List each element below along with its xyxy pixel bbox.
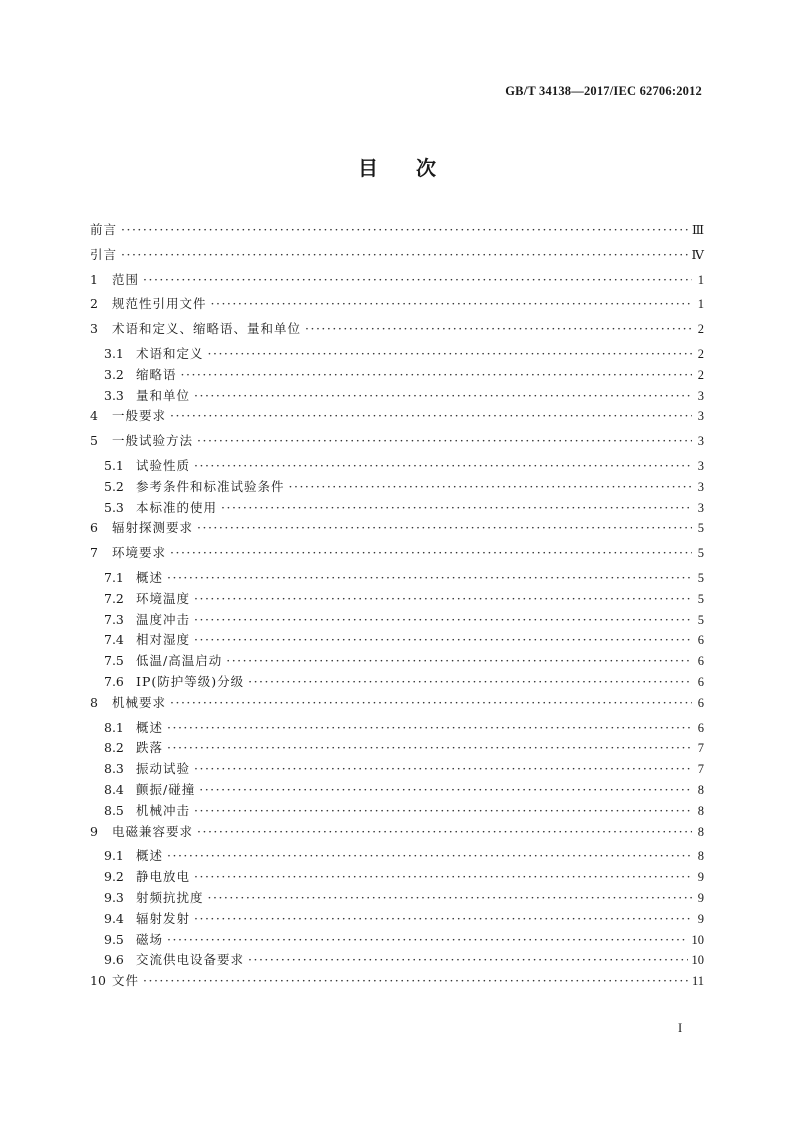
toc-entry-number: 7.4 bbox=[104, 632, 124, 648]
toc-leader-dots bbox=[181, 367, 692, 382]
toc-entry-page: 3 bbox=[697, 458, 704, 473]
toc-entry-page: 6 bbox=[697, 695, 704, 710]
toc-entry-label: 本标准的使用 bbox=[136, 499, 218, 515]
toc-entry[interactable] bbox=[90, 518, 704, 543]
toc-entry-page: 5 bbox=[697, 591, 704, 606]
toc-leader-dots bbox=[170, 408, 692, 423]
table-of-contents bbox=[90, 220, 704, 996]
toc-entry-page: 2 bbox=[697, 322, 704, 337]
toc-entry-page: 5 bbox=[697, 612, 704, 627]
toc-entry-page: 6 bbox=[697, 633, 704, 648]
toc-entry[interactable] bbox=[90, 801, 704, 822]
toc-entry-number: 9.5 bbox=[104, 931, 124, 947]
toc-leader-dots bbox=[197, 433, 692, 448]
toc-leader-dots bbox=[194, 761, 692, 776]
toc-entry-page: 3 bbox=[697, 500, 704, 515]
toc-entry-page: 9 bbox=[697, 890, 704, 905]
toc-entry[interactable] bbox=[90, 406, 704, 431]
toc-leader-dots bbox=[289, 479, 692, 494]
toc-entry[interactable] bbox=[90, 319, 704, 344]
toc-leader-dots bbox=[248, 952, 687, 967]
toc-entry[interactable] bbox=[90, 867, 704, 888]
toc-leader-dots bbox=[143, 973, 688, 988]
toc-entry-number: 8.2 bbox=[104, 740, 124, 756]
toc-entry-number: 9 bbox=[90, 823, 98, 839]
toc-leader-dots bbox=[197, 824, 692, 839]
toc-entry-number: 9.3 bbox=[104, 889, 124, 905]
toc-leader-dots bbox=[211, 296, 692, 311]
toc-entry-label: 参考条件和标准试验条件 bbox=[136, 478, 285, 494]
toc-entry-page: 6 bbox=[697, 674, 704, 689]
toc-leader-dots bbox=[208, 890, 692, 905]
toc-entry-number: 8.5 bbox=[104, 802, 124, 818]
toc-entry-label: 文件 bbox=[112, 973, 140, 989]
toc-entry-page: 9 bbox=[697, 870, 704, 885]
toc-entry[interactable] bbox=[90, 294, 704, 319]
toc-entry-label: 机械要求 bbox=[112, 694, 167, 710]
toc-leader-dots bbox=[248, 674, 692, 689]
toc-leader-dots bbox=[194, 803, 692, 818]
toc-entry-page: 8 bbox=[697, 782, 704, 797]
toc-entry-label: 一般要求 bbox=[112, 408, 167, 424]
toc-leader-dots bbox=[194, 458, 692, 473]
toc-leader-dots bbox=[167, 570, 692, 585]
toc-entry-page: 1 bbox=[697, 297, 704, 312]
toc-entry-number: 9.6 bbox=[104, 952, 124, 968]
toc-entry-page: 10 bbox=[691, 932, 704, 947]
toc-leader-dots bbox=[167, 740, 692, 755]
toc-entry-page: 5 bbox=[697, 521, 704, 536]
toc-entry-label: 概述 bbox=[136, 569, 164, 585]
toc-entry-label: 量和单位 bbox=[136, 387, 191, 403]
toc-entry-number: 3.3 bbox=[104, 387, 124, 403]
toc-entry-label: 引言 bbox=[90, 246, 118, 262]
toc-leader-dots bbox=[170, 545, 692, 560]
toc-entry-page: 1 bbox=[697, 272, 704, 287]
toc-entry-label: 温度冲击 bbox=[136, 611, 191, 627]
toc-entry-number: 9.4 bbox=[104, 910, 124, 926]
toc-entry[interactable] bbox=[90, 498, 704, 519]
toc-entry[interactable] bbox=[90, 365, 704, 386]
toc-entry-label: 磁场 bbox=[136, 931, 164, 947]
toc-entry-label: 试验性质 bbox=[136, 457, 191, 473]
toc-entry[interactable] bbox=[90, 568, 704, 589]
toc-entry-label: 一般试验方法 bbox=[112, 433, 194, 449]
toc-entry-label: 振动试验 bbox=[136, 761, 191, 777]
toc-entry[interactable] bbox=[90, 477, 704, 498]
toc-entry-number: 3.2 bbox=[104, 366, 124, 382]
toc-entry-number: 8 bbox=[90, 694, 98, 710]
toc-entry-label: 环境温度 bbox=[136, 590, 191, 606]
toc-entry-number: 3.1 bbox=[104, 345, 124, 361]
toc-entry-label: 机械冲击 bbox=[136, 802, 191, 818]
toc-entry-number: 7.3 bbox=[104, 611, 124, 627]
toc-entry-label: 射频抗扰度 bbox=[136, 889, 204, 905]
toc-entry-page: 5 bbox=[697, 570, 704, 585]
toc-entry-label: 颤振/碰撞 bbox=[136, 781, 196, 797]
toc-entry-label: 概述 bbox=[136, 848, 164, 864]
toc-entry-number: 5.1 bbox=[104, 457, 124, 473]
toc-leader-dots bbox=[194, 632, 692, 647]
toc-leader-dots bbox=[194, 591, 692, 606]
toc-entry-page: 10 bbox=[691, 953, 704, 968]
toc-leader-dots bbox=[226, 653, 692, 668]
toc-entry-page: 8 bbox=[697, 803, 704, 818]
toc-entry[interactable] bbox=[90, 738, 704, 759]
toc-entry[interactable] bbox=[90, 971, 704, 996]
toc-entry[interactable] bbox=[90, 220, 704, 245]
toc-entry-number: 5.3 bbox=[104, 499, 124, 515]
toc-entry-number: 3 bbox=[90, 321, 98, 337]
toc-entry-label: 范围 bbox=[112, 271, 140, 287]
toc-entry-page: 6 bbox=[697, 720, 704, 735]
toc-entry-number: 6 bbox=[90, 520, 98, 536]
toc-entry[interactable] bbox=[90, 950, 704, 971]
toc-entry-number: 4 bbox=[90, 408, 98, 424]
toc-entry-number: 9.1 bbox=[104, 848, 124, 864]
toc-leader-dots bbox=[194, 869, 692, 884]
toc-leader-dots bbox=[121, 247, 687, 262]
toc-leader-dots bbox=[199, 782, 692, 797]
toc-leader-dots bbox=[143, 272, 692, 287]
toc-entry-number: 2 bbox=[90, 296, 98, 312]
toc-leader-dots bbox=[194, 911, 692, 926]
toc-entry-label: 交流供电设备要求 bbox=[136, 952, 245, 968]
toc-entry[interactable] bbox=[90, 245, 704, 270]
toc-entry[interactable] bbox=[90, 610, 704, 631]
toc-entry-label: 缩略语 bbox=[136, 366, 177, 382]
toc-entry[interactable] bbox=[90, 888, 704, 909]
toc-entry-number: 7.6 bbox=[104, 673, 124, 689]
toc-entry-label: 电磁兼容要求 bbox=[112, 823, 194, 839]
toc-leader-dots bbox=[167, 720, 692, 735]
toc-entry-page: 11 bbox=[691, 974, 704, 989]
toc-leader-dots bbox=[194, 388, 692, 403]
toc-entry-label: 前言 bbox=[90, 222, 118, 237]
toc-entry[interactable] bbox=[90, 543, 704, 568]
page-number: I bbox=[678, 1021, 683, 1035]
toc-entry-page: 3 bbox=[697, 479, 704, 494]
toc-entry-label: 静电放电 bbox=[136, 869, 191, 885]
toc-leader-dots bbox=[208, 346, 692, 361]
toc-entry[interactable] bbox=[90, 693, 704, 718]
toc-entry-page: 7 bbox=[697, 762, 704, 777]
toc-entry[interactable] bbox=[90, 386, 704, 407]
toc-entry-number: 8.4 bbox=[104, 781, 124, 797]
toc-entry[interactable] bbox=[90, 630, 704, 651]
toc-title: 目次 bbox=[358, 156, 474, 180]
toc-entry-label: IP(防护等级)分级 bbox=[136, 673, 245, 689]
toc-entry-number: 8.3 bbox=[104, 761, 124, 777]
toc-entry-label: 辐射探测要求 bbox=[112, 520, 194, 536]
toc-entry-label: 规范性引用文件 bbox=[112, 296, 207, 312]
toc-entry-label: 相对湿度 bbox=[136, 632, 191, 648]
toc-entry-page: 3 bbox=[697, 434, 704, 449]
toc-entry[interactable] bbox=[90, 456, 704, 477]
toc-entry-page: 6 bbox=[697, 654, 704, 669]
toc-entry-page: 5 bbox=[697, 546, 704, 561]
toc-entry[interactable] bbox=[90, 930, 704, 951]
toc-entry[interactable] bbox=[90, 431, 704, 456]
toc-entry-page: 7 bbox=[697, 741, 704, 756]
toc-entry-number: 8.1 bbox=[104, 719, 124, 735]
toc-entry[interactable] bbox=[90, 718, 704, 739]
toc-entry[interactable] bbox=[90, 846, 704, 867]
toc-leader-dots bbox=[305, 321, 692, 336]
toc-entry-label: 术语和定义 bbox=[136, 345, 204, 361]
toc-leader-dots bbox=[170, 695, 692, 710]
toc-entry-label: 术语和定义、缩略语、量和单位 bbox=[112, 321, 302, 337]
toc-entry-page: 2 bbox=[697, 367, 704, 382]
toc-entry[interactable] bbox=[90, 672, 704, 693]
toc-entry-number: 7 bbox=[90, 545, 98, 561]
toc-leader-dots bbox=[167, 932, 687, 947]
toc-entry-number: 5.2 bbox=[104, 478, 124, 494]
toc-entry-page: 9 bbox=[697, 911, 704, 926]
toc-entry-number: 10 bbox=[90, 973, 106, 989]
toc-entry-page: 3 bbox=[697, 388, 704, 403]
toc-entry[interactable] bbox=[90, 270, 704, 295]
toc-entry-label: 跌落 bbox=[136, 740, 164, 756]
toc-entry-label: 低温/高温启动 bbox=[136, 653, 223, 669]
toc-entry-page: Ⅲ bbox=[691, 223, 704, 237]
toc-entry-number: 5 bbox=[90, 433, 98, 449]
toc-leader-dots bbox=[221, 500, 692, 515]
toc-entry-page: 8 bbox=[697, 824, 704, 839]
toc-entry-number: 7.1 bbox=[104, 569, 124, 585]
toc-entry-number: 7.5 bbox=[104, 653, 124, 669]
toc-entry-label: 概述 bbox=[136, 719, 164, 735]
toc-entry[interactable] bbox=[90, 822, 704, 847]
toc-entry-label: 环境要求 bbox=[112, 545, 167, 561]
toc-entry-page: 3 bbox=[697, 409, 704, 424]
toc-entry-page: 8 bbox=[697, 849, 704, 864]
toc-entry-label: 辐射发射 bbox=[136, 910, 191, 926]
toc-entry[interactable] bbox=[90, 344, 704, 365]
toc-entry-page: 2 bbox=[697, 346, 704, 361]
toc-entry[interactable] bbox=[90, 651, 704, 672]
toc-entry-number: 9.2 bbox=[104, 869, 124, 885]
toc-leader-dots bbox=[194, 612, 692, 627]
toc-leader-dots bbox=[197, 520, 692, 535]
toc-entry-page: Ⅳ bbox=[691, 247, 704, 262]
toc-entry[interactable] bbox=[90, 589, 704, 610]
toc-leader-dots bbox=[121, 222, 688, 237]
toc-entry-number: 1 bbox=[90, 271, 98, 287]
toc-entry[interactable] bbox=[90, 909, 704, 930]
toc-leader-dots bbox=[167, 848, 692, 863]
toc-entry[interactable] bbox=[90, 780, 704, 801]
toc-entry-number: 7.2 bbox=[104, 590, 124, 606]
standard-code: GB/T 34138—2017/IEC 62706:2012 bbox=[505, 84, 702, 98]
toc-entry[interactable] bbox=[90, 759, 704, 780]
